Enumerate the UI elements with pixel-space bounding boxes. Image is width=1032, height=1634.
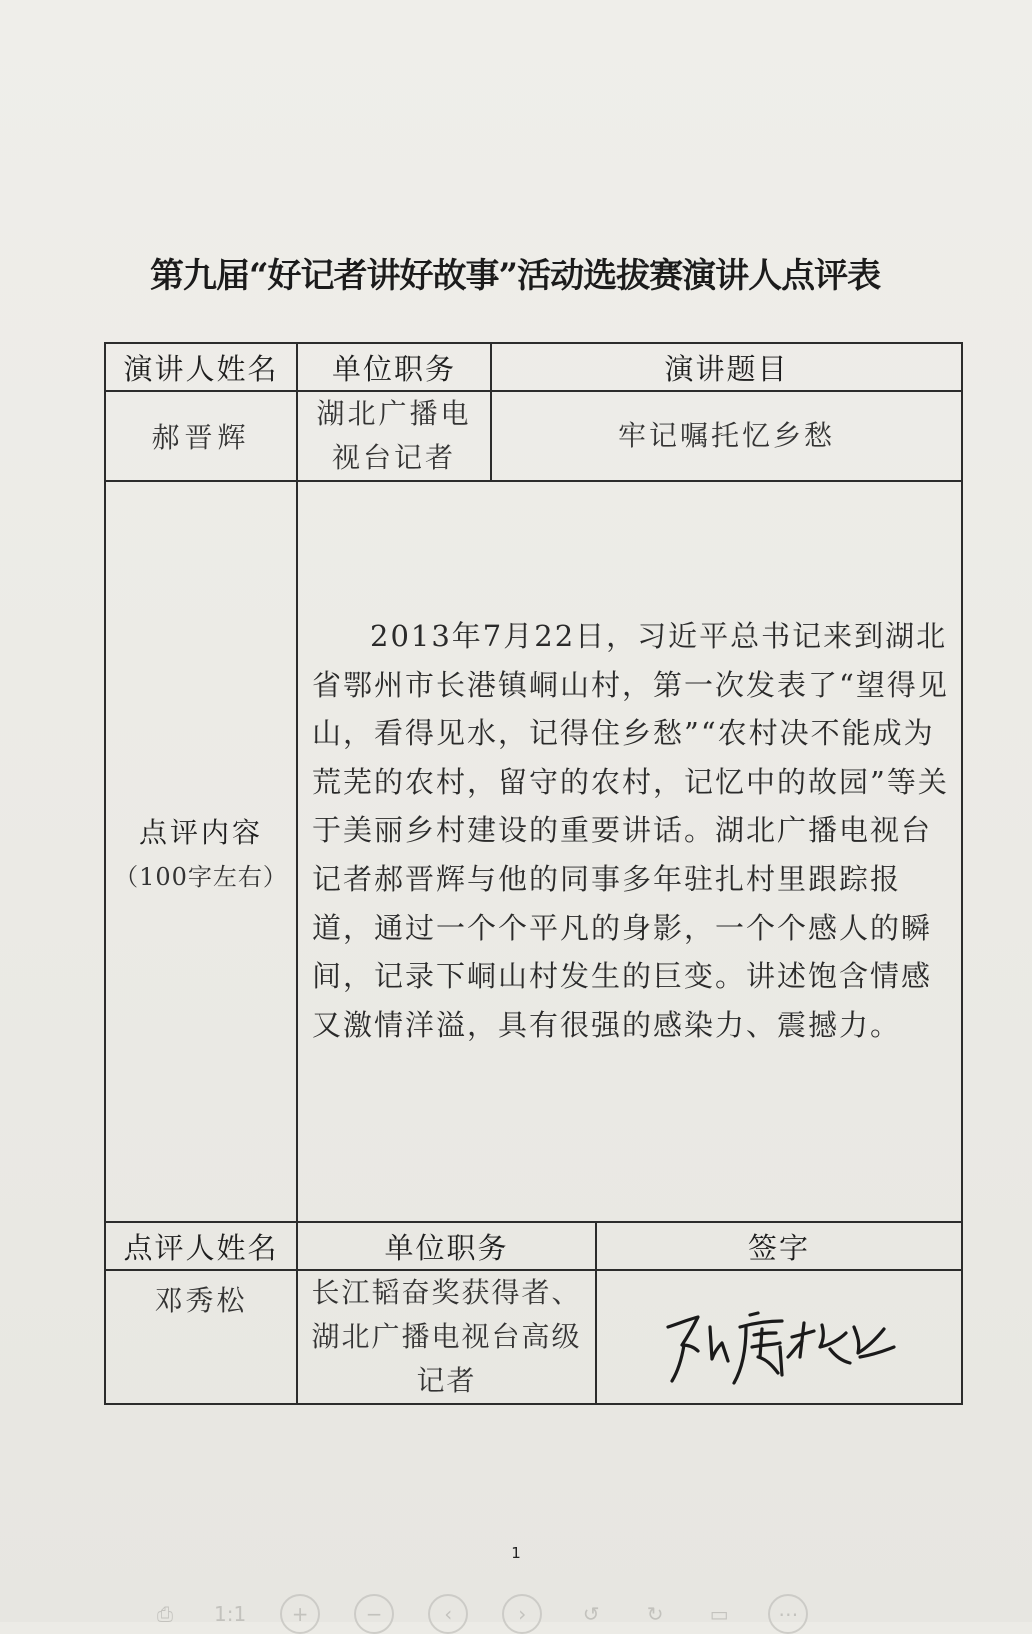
comment-label-cell [105, 481, 297, 1222]
signature-cell [596, 1270, 962, 1404]
speaker-unit [297, 391, 491, 481]
speaker-unit-line1: 湖北广播电 [316, 397, 472, 430]
speaker-unit-header: 单位职务 [297, 343, 491, 391]
comment-label-note: （100字左右） [114, 863, 288, 891]
signature-header: 签字 [596, 1222, 962, 1270]
speaker-unit-line2: 视台记者 [331, 441, 456, 474]
comment-cell [297, 481, 962, 1222]
reviewer-header-row [105, 1222, 962, 1270]
speaker-header-row [105, 343, 962, 391]
reviewer-name: 邓秀松 [105, 1270, 297, 1404]
save-icon[interactable]: ▭ [709, 1602, 729, 1626]
reviewer-unit-line2: 湖北广播电视台高级 [311, 1320, 582, 1353]
comment-text: 2013年7月22日，习近平总书记来到湖北省鄂州市长港镇峒山村，第一次发表了“望得见山，看得见水，记得住乡愁”“农村决不能成为荒芜的农村，留守的农村，记忆中的故园”等关于美丽乡村建设的重要讲话。湖北广播电视台记者郝晋辉与他的同事多年驻扎村里跟踪报道，通过一个个平凡的身影，一个个感人的瞬间，记录下峒山村发生的巨变。讲述饱含情感又激情洋溢，具有很强的感染力、震撼力。 [312, 619, 949, 1042]
speaker-value-row [105, 391, 962, 481]
reviewer-unit [297, 1270, 596, 1404]
comment-row [105, 481, 962, 1222]
reviewer-name-header: 点评人姓名 [105, 1222, 297, 1270]
prev-page-icon[interactable]: ‹ [428, 1594, 468, 1634]
print-icon[interactable]: ⎙ [157, 1602, 173, 1626]
reviewer-unit-line3: 记者 [416, 1364, 477, 1397]
reviewer-unit-line1: 长江韬奋奖获得者、 [311, 1276, 582, 1309]
reviewer-unit-header: 单位职务 [297, 1222, 596, 1270]
viewer-toolbar [150, 1594, 910, 1634]
comment-label: 点评内容 [138, 816, 263, 849]
speaker-name-header: 演讲人姓名 [105, 343, 297, 391]
reviewer-value-row [105, 1270, 962, 1404]
page-title: 第九届“好记者讲好故事”活动选拔赛演讲人点评表 [150, 256, 881, 296]
next-page-icon[interactable]: › [502, 1594, 542, 1634]
rotate-right-icon[interactable]: ↻ [646, 1602, 664, 1626]
actual-size-button[interactable]: 1:1 [214, 1602, 247, 1626]
review-form-table [104, 342, 963, 1405]
zoom-out-icon[interactable]: − [354, 1594, 394, 1634]
zoom-in-icon[interactable]: + [280, 1594, 320, 1634]
speaker-name: 郝晋辉 [105, 391, 297, 481]
page-number: 1 [511, 1544, 521, 1562]
speech-topic: 牢记嘱托忆乡愁 [491, 391, 962, 481]
share-icon[interactable]: ⋯ [768, 1594, 808, 1634]
handwritten-signature [654, 1287, 904, 1387]
rotate-left-icon[interactable]: ↺ [582, 1602, 600, 1626]
speech-topic-header: 演讲题目 [491, 343, 962, 391]
